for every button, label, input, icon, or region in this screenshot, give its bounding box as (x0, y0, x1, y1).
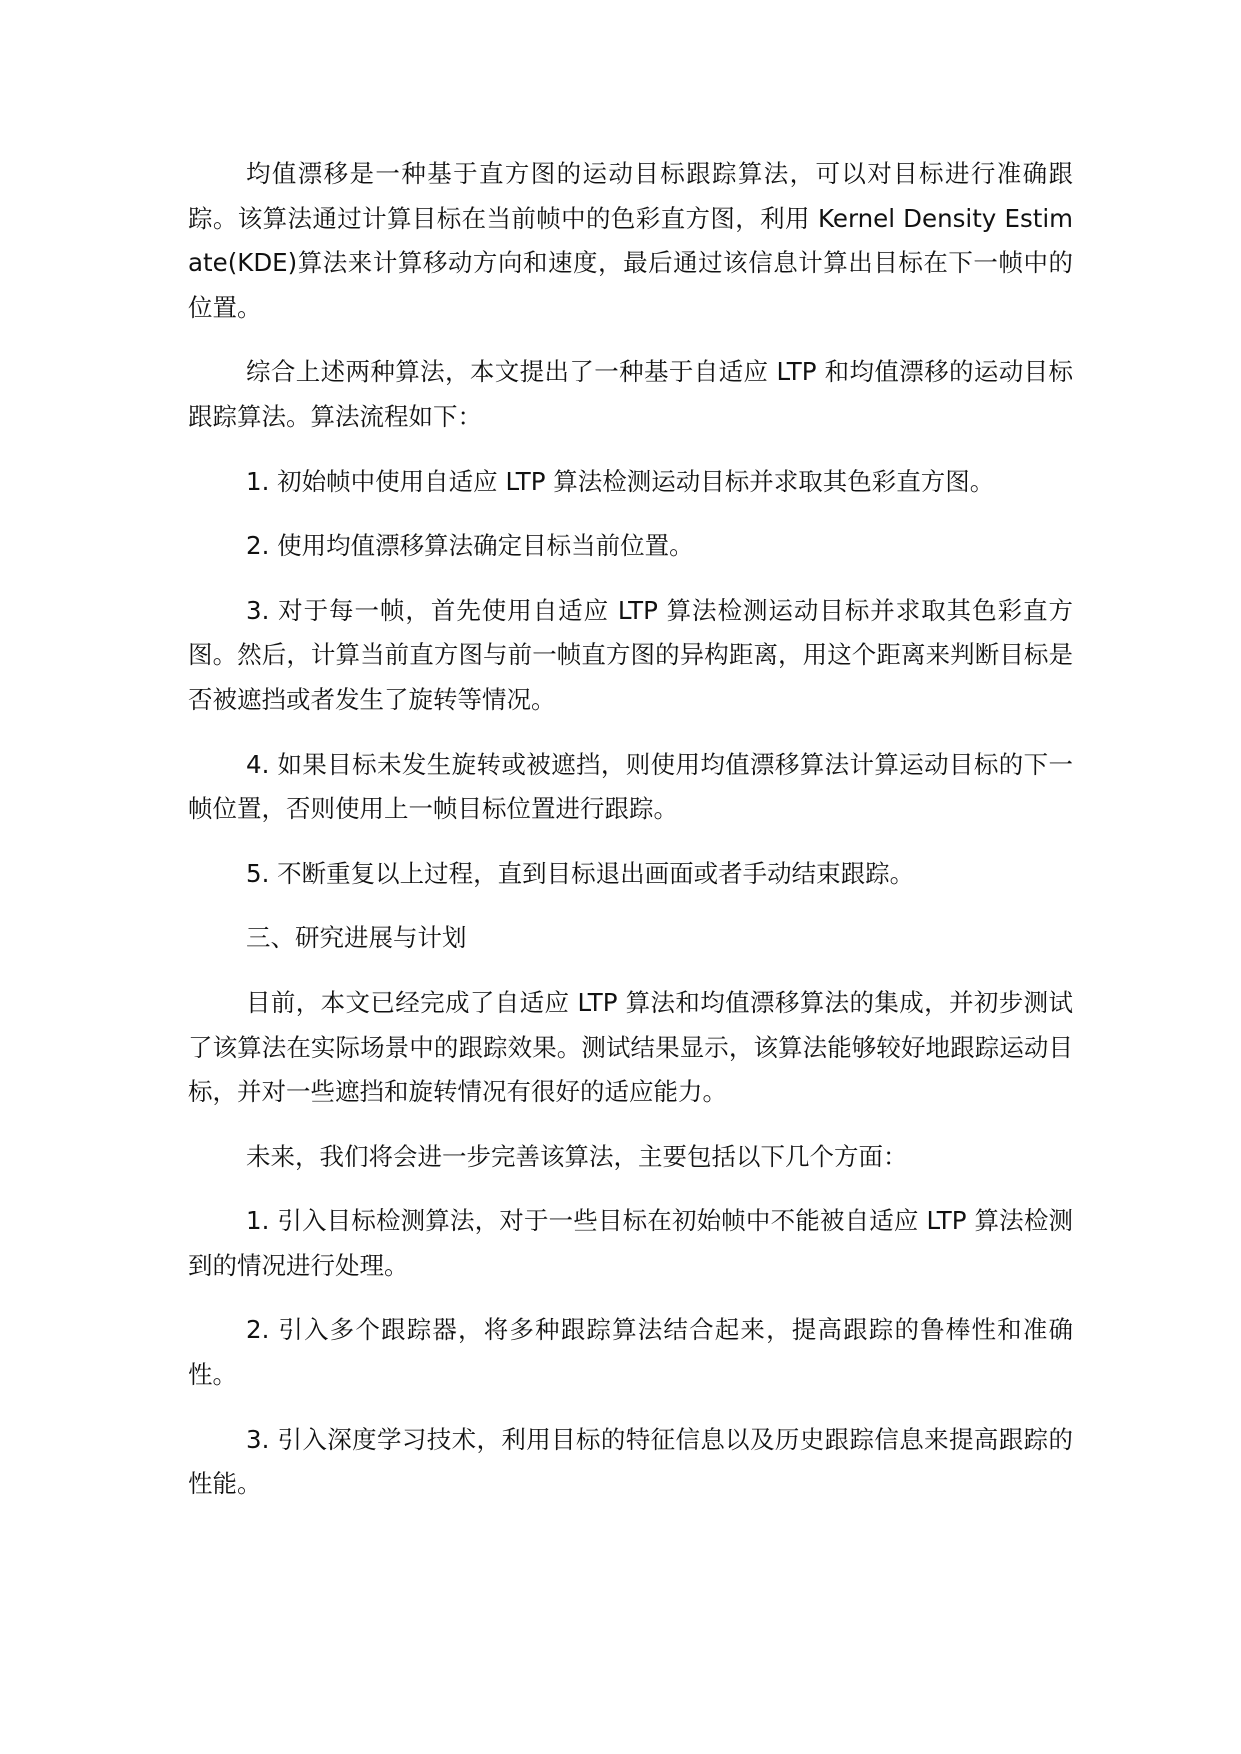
paragraph-mean-shift-intro: 均值漂移是一种基于直方图的运动目标跟踪算法，可以对目标进行准确跟踪。该算法通过计算目标在当前帧中的色彩直方图，利用 Kernel Density Estimate(KDE)算法来计算移动方向和速度，最后通过该信息计算出目标在下一帧中的位置。 (188, 159, 1073, 322)
paragraph-algorithm-summary: 综合上述两种算法，本文提出了一种基于自适应 LTP 和均值漂移的运动目标跟踪算法。算法流程如下： (188, 357, 1073, 431)
paragraph-future-work: 未来，我们将会进一步完善该算法，主要包括以下几个方面： (246, 1141, 908, 1171)
list-item-step-1: 1. 初始帧中使用自适应 LTP 算法检测运动目标并求取其色彩直方图。 (246, 466, 995, 496)
list-item-future-3: 3. 引入深度学习技术，利用目标的特征信息以及历史跟踪信息来提高跟踪的性能。 (188, 1424, 1073, 1499)
paragraph-current-progress: 目前，本文已经完成了自适应 LTP 算法和均值漂移算法的集成，并初步测试了该算法在实际场景中的跟踪效果。测试结果显示，该算法能够较好地跟踪运动目标，并对一些遮挡和旋转情况有很好的适应能力。 (188, 987, 1073, 1107)
list-item-future-2: 2. 引入多个跟踪器，将多种跟踪算法结合起来，提高跟踪的鲁棒性和准确性。 (188, 1315, 1073, 1390)
list-item-step-4: 4. 如果目标未发生旋转或被遮挡，则使用均值漂移算法计算运动目标的下一帧位置，否则使用上一帧目标位置进行跟踪。 (188, 749, 1073, 824)
list-item-step-2: 2. 使用均值漂移算法确定目标当前位置。 (246, 531, 694, 561)
list-item-step-3: 3. 对于每一帧，首先使用自适应 LTP 算法检测运动目标并求取其色彩直方图。然后，计算当前直方图与前一帧直方图的异构距离，用这个距离来判断目标是否被遮挡或者发生了旋转等情况。 (188, 595, 1073, 714)
section-heading-progress-plan: 三、研究进展与计划 (246, 923, 467, 953)
list-item-future-1: 1. 引入目标检测算法，对于一些目标在初始帧中不能被自适应 LTP 算法检测到的情况进行处理。 (188, 1206, 1073, 1280)
document-page (188, 152, 1073, 1527)
list-item-step-5: 5. 不断重复以上过程，直到目标退出画面或者手动结束跟踪。 (246, 858, 915, 888)
